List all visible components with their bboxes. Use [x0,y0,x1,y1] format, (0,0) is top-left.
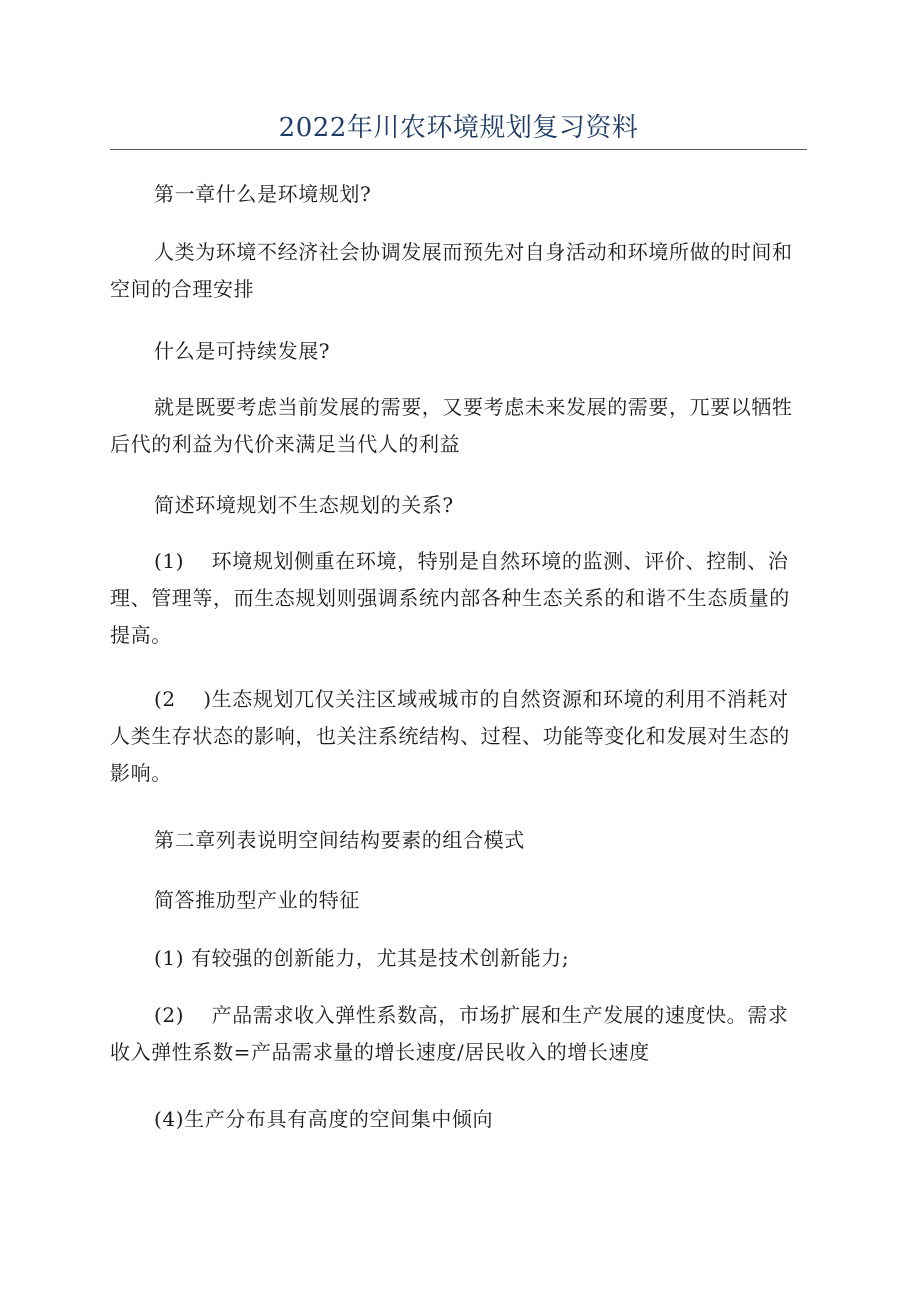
feature-1: (1) 有较强的创新能力，尤其是技术创新能力; [154,946,570,970]
feature-4: (4)生产分布具有高度的空间集中倾向 [154,1107,494,1131]
paragraph-environmental-planning-definition: 人类为环境不经济社会协调发展而预先对自身活动和环境所做的时间和空间的合理安排 [110,240,793,301]
feature-2: (2) 产品需求收入弹性系数高，市场扩展和生产发展的速度快。需求收入弹性系数=产品需求量的增长速度/居民收入的增长速度 [110,1003,789,1064]
question-sustainable-development: 什么是可持续发展? [154,339,331,363]
document-title: 2022年川农环境规划复习资料 [278,113,639,143]
paragraph-point-1: (1) 环境规划侧重在环境，特别是自然环境的监测、评价、控制、治理、管理等，而生态规划则强调系统内部各种生态关系的和谐不生态质量的提高。 [110,549,790,647]
paragraph-sustainable-development-answer: 就是既要考虑当前发展的需要，又要考虑未来发展的需要，兀要以牺牲后代的利益为代价来满足当代人的利益 [110,395,793,456]
title-underline [110,149,807,150]
question-propulsive-industry: 简答推劢型产业的特征 [154,888,360,912]
question-relationship: 简述环境规划不生态规划的关系? [154,493,454,517]
chapter-1-heading: 第一章什么是环境规划? [154,182,372,206]
paragraph-point-2: (2 )生态规划兀仅关注区域戒城市的自然资源和环境的利用不消耗对人类生存状态的影响，也关注系统结构、过程、功能等变化和发展对生态的影响。 [110,687,790,785]
chapter-2-heading: 第二章列表说明空间结构要素的组合模式 [154,828,525,852]
